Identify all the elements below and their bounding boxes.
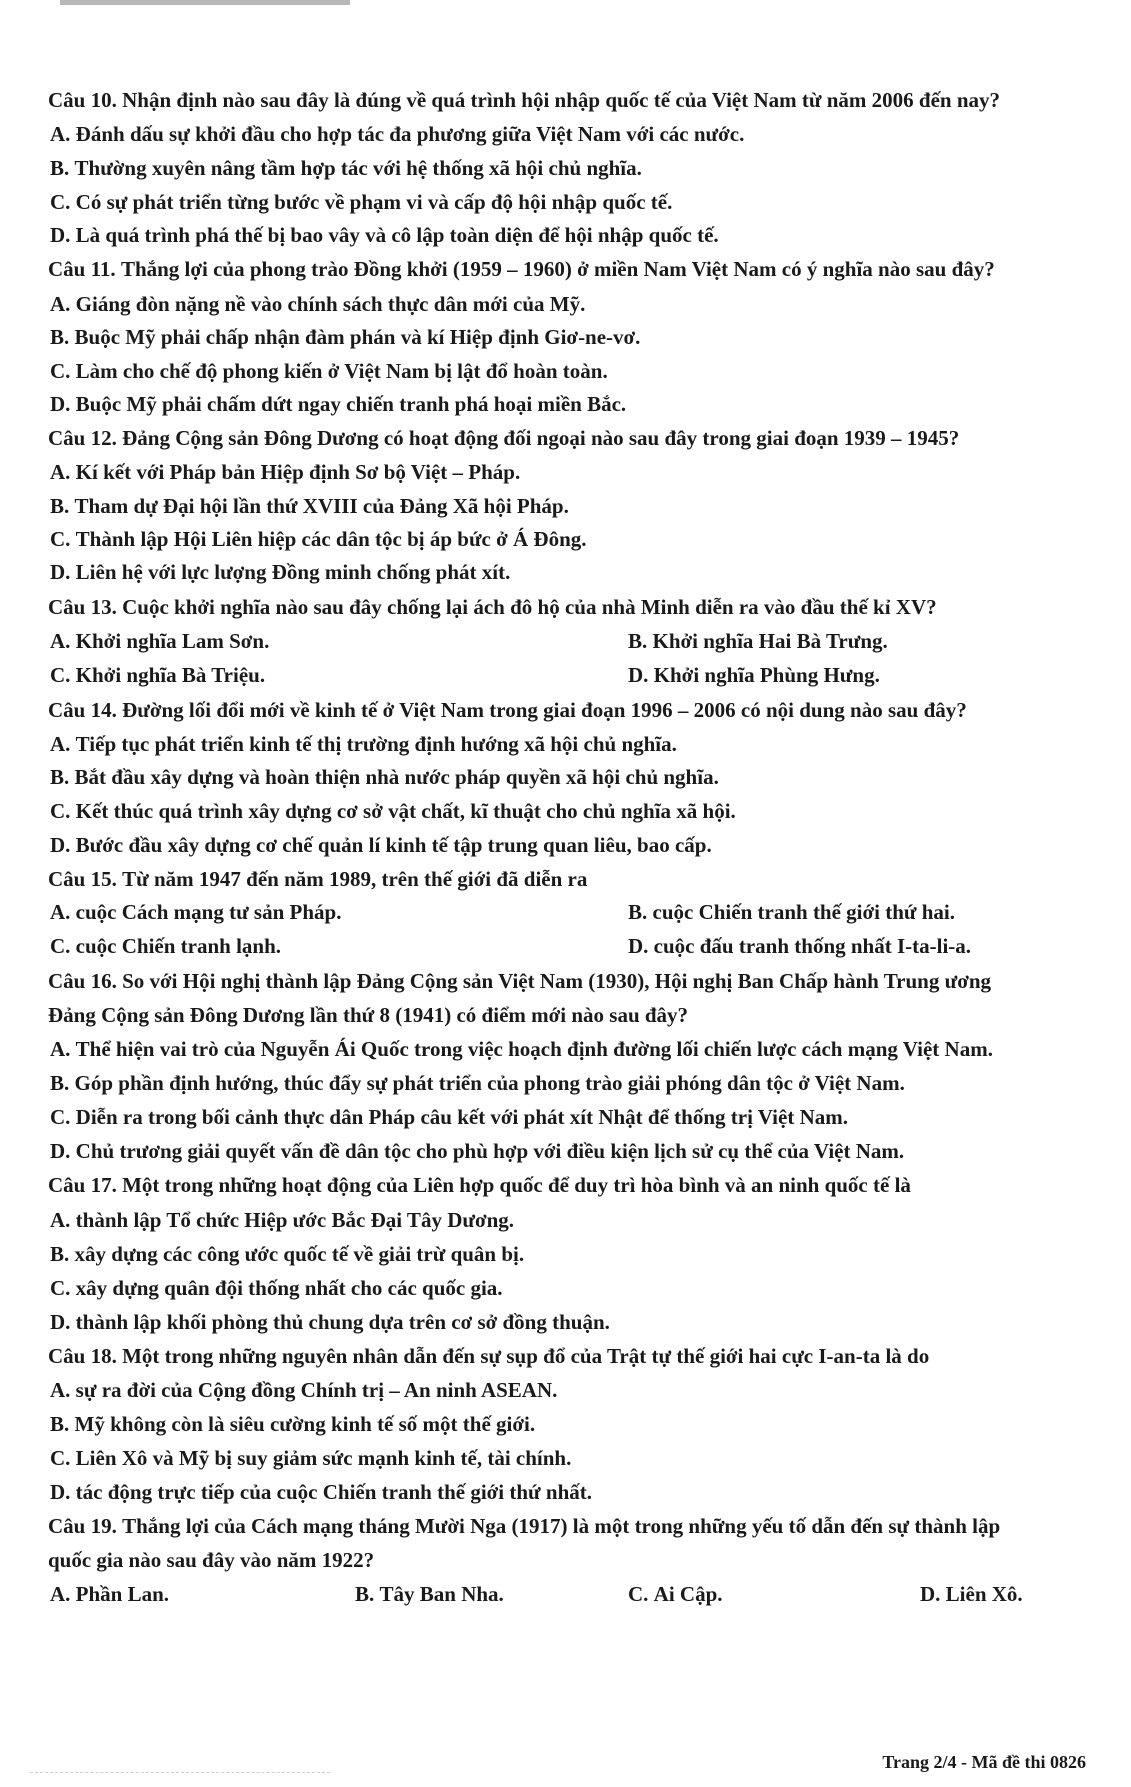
question-stem-line bbox=[48, 1547, 374, 1573]
answer-option-letter: A. bbox=[50, 900, 71, 924]
answer-option-letter: A. bbox=[50, 1037, 71, 1061]
answer-option-letter: C. bbox=[50, 1446, 71, 1470]
answer-option-letter: C. bbox=[628, 1582, 649, 1606]
answer-option-letter: D. bbox=[920, 1582, 941, 1606]
answer-option[interactable] bbox=[50, 121, 744, 147]
question-stem-text: So với Hội nghị thành lập Đảng Cộng sản Việt Nam (1930), Hội nghị Ban Chấp hành Trung ương bbox=[122, 969, 992, 993]
answer-option-letter: D. bbox=[50, 1480, 71, 1504]
answer-option[interactable] bbox=[50, 1411, 535, 1437]
answer-option-text: Đánh dấu sự khởi đầu cho hợp tác đa phương giữa Việt Nam với các nước. bbox=[75, 122, 745, 146]
question-stem-line bbox=[48, 425, 959, 451]
answer-option-letter: D. bbox=[50, 392, 71, 416]
question-stem-line bbox=[48, 1172, 911, 1198]
answer-option-letter: D. bbox=[50, 1310, 71, 1334]
answer-option-letter: A. bbox=[50, 732, 71, 756]
answer-option-letter: B. bbox=[628, 900, 648, 924]
answer-option-text: Tiếp tục phát triển kinh tế thị trường định hướng xã hội chủ nghĩa. bbox=[75, 732, 677, 756]
answer-option-text: thành lập khối phòng thủ chung dựa trên cơ sở đồng thuận. bbox=[75, 1310, 610, 1334]
answer-option[interactable] bbox=[50, 559, 510, 585]
answer-option-letter: B. bbox=[50, 1242, 70, 1266]
answer-option[interactable] bbox=[628, 899, 955, 925]
answer-option[interactable] bbox=[50, 291, 585, 317]
answer-option[interactable] bbox=[920, 1581, 1023, 1607]
question-stem-text: Thắng lợi của phong trào Đồng khởi (1959 – 1960) ở miền Nam Việt Nam có ý nghĩa nào sau đây? bbox=[120, 257, 995, 281]
answer-option-letter: D. bbox=[50, 1139, 71, 1163]
answer-option[interactable] bbox=[50, 1207, 514, 1233]
question-stem-line bbox=[48, 968, 991, 994]
answer-option-text: Diễn ra trong bối cảnh thực dân Pháp câu kết với phát xít Nhật để thống trị Việt Nam. bbox=[75, 1105, 848, 1129]
question-stem-text: Cuộc khởi nghĩa nào sau đây chống lại ách đô hộ của nhà Minh diễn ra vào đầu thế kỉ XV? bbox=[122, 595, 937, 619]
answer-option-text: Giáng đòn nặng nề vào chính sách thực dân mới của Mỹ. bbox=[75, 292, 586, 316]
question-number: Câu 11. bbox=[48, 257, 116, 281]
answer-option-letter: D. bbox=[628, 663, 649, 687]
question-number: Câu 18. bbox=[48, 1344, 117, 1368]
answer-option-letter: A. bbox=[50, 1582, 71, 1606]
answer-option[interactable] bbox=[50, 764, 719, 790]
answer-option-text: Thường xuyên nâng tầm hợp tác với hệ thống xã hội chủ nghĩa. bbox=[74, 156, 642, 180]
answer-option-letter: B. bbox=[50, 325, 70, 349]
answer-option-letter: C. bbox=[50, 527, 71, 551]
page-footer: Trang 2/4 - Mã đề thi 0826 bbox=[882, 1752, 1086, 1772]
answer-option[interactable] bbox=[50, 1581, 169, 1607]
answer-option-letter: B. bbox=[50, 1412, 70, 1436]
answer-option[interactable] bbox=[50, 662, 265, 688]
question-number: Câu 13. bbox=[48, 595, 117, 619]
answer-option-text: tác động trực tiếp của cuộc Chiến tranh thế giới thứ nhất. bbox=[75, 1480, 592, 1504]
answer-option-text: Buộc Mỹ phải chấm dứt ngay chiến tranh phá hoại miền Bắc. bbox=[75, 392, 627, 416]
answer-option-letter: C. bbox=[50, 359, 71, 383]
question-stem-text: Đảng Cộng sản Đông Dương lần thứ 8 (1941) có điểm mới nào sau đây? bbox=[48, 1003, 689, 1027]
question-stem-line bbox=[48, 1513, 1000, 1539]
question-number: Câu 12. bbox=[48, 426, 117, 450]
answer-option-letter: C. bbox=[50, 799, 71, 823]
answer-option-letter: C. bbox=[50, 1276, 71, 1300]
answer-option[interactable] bbox=[50, 1138, 904, 1164]
answer-option-text: Khởi nghĩa Hai Bà Trưng. bbox=[652, 629, 888, 653]
answer-option-text: sự ra đời của Cộng đồng Chính trị – An ninh ASEAN. bbox=[75, 1378, 558, 1402]
question-stem-line bbox=[48, 866, 587, 892]
answer-option-text: Là quá trình phá thế bị bao vây và cô lập toàn diện để hội nhập quốc tế. bbox=[75, 223, 719, 247]
answer-option-letter: C. bbox=[50, 1105, 71, 1129]
answer-option-letter: A. bbox=[50, 1208, 71, 1232]
answer-option-text: Chủ trương giải quyết vấn đề dân tộc cho phù hợp với điều kiện lịch sử cụ thể của Việt Nam. bbox=[75, 1139, 905, 1163]
answer-option[interactable] bbox=[628, 628, 888, 654]
question-number: Câu 16. bbox=[48, 969, 117, 993]
answer-option[interactable] bbox=[50, 1275, 503, 1301]
answer-option[interactable] bbox=[50, 526, 587, 552]
answer-option-text: Tây Ban Nha. bbox=[379, 1582, 504, 1606]
answer-option-text: Khởi nghĩa Lam Sơn. bbox=[75, 629, 270, 653]
answer-option-letter: D. bbox=[628, 934, 649, 958]
answer-option[interactable] bbox=[50, 933, 281, 959]
answer-option-letter: A. bbox=[50, 1378, 71, 1402]
answer-option[interactable] bbox=[50, 493, 569, 519]
answer-option-text: thành lập Tổ chức Hiệp ước Bắc Đại Tây Dương. bbox=[75, 1208, 515, 1232]
question-stem-line bbox=[48, 594, 937, 620]
question-stem-line bbox=[48, 1343, 929, 1369]
answer-option[interactable] bbox=[50, 324, 640, 350]
answer-option[interactable] bbox=[628, 1581, 723, 1607]
answer-option-letter: B. bbox=[50, 765, 70, 789]
answer-option-text: Liên Xô và Mỹ bị suy giảm sức mạnh kinh tế, tài chính. bbox=[75, 1446, 572, 1470]
answer-option-text: cuộc Chiến tranh thế giới thứ hai. bbox=[652, 900, 956, 924]
question-number: Câu 15. bbox=[48, 867, 117, 891]
answer-option-letter: B. bbox=[50, 1071, 70, 1095]
answer-option-text: cuộc Cách mạng tư sản Pháp. bbox=[75, 900, 342, 924]
answer-option[interactable] bbox=[50, 798, 736, 824]
answer-option[interactable] bbox=[50, 1241, 524, 1267]
answer-option-text: Khởi nghĩa Phùng Hưng. bbox=[653, 663, 880, 687]
answer-option[interactable] bbox=[50, 459, 520, 485]
answer-option-text: Khởi nghĩa Bà Triệu. bbox=[75, 663, 266, 687]
answer-option[interactable] bbox=[50, 1377, 557, 1403]
answer-option[interactable] bbox=[50, 1104, 848, 1130]
answer-option[interactable] bbox=[50, 155, 642, 181]
answer-option[interactable] bbox=[628, 933, 971, 959]
answer-option-text: Có sự phát triển từng bước về phạm vi và cấp độ hội nhập quốc tế. bbox=[75, 190, 673, 214]
answer-option-text: Tham dự Đại hội lần thứ XVIII của Đảng Xã hội Pháp. bbox=[74, 494, 569, 518]
answer-option-text: Bước đầu xây dựng cơ chế quản lí kinh tế tập trung quan liêu, bao cấp. bbox=[75, 833, 712, 857]
answer-option-text: Thể hiện vai trò của Nguyễn Ái Quốc trong việc hoạch định đường lối chiến lược cách mạng Việt Nam. bbox=[75, 1037, 993, 1061]
answer-option[interactable] bbox=[50, 391, 626, 417]
answer-option-text: Thành lập Hội Liên hiệp các dân tộc bị áp bức ở Á Đông. bbox=[75, 527, 587, 551]
question-stem-text: Một trong những hoạt động của Liên hợp quốc để duy trì hòa bình và an ninh quốc tế là bbox=[122, 1173, 911, 1197]
answer-option-text: cuộc đấu tranh thống nhất I-ta-li-a. bbox=[653, 934, 972, 958]
answer-option-text: Liên hệ với lực lượng Đồng minh chống phát xít. bbox=[75, 560, 511, 584]
question-stem-text: Đường lối đổi mới về kinh tế ở Việt Nam trong giai đoạn 1996 – 2006 có nội dung nào sau đây? bbox=[122, 698, 967, 722]
answer-option[interactable] bbox=[628, 662, 880, 688]
question-stem-text: Đảng Cộng sản Đông Dương có hoạt động đối ngoại nào sau đây trong giai đoạn 1939 – 1945? bbox=[122, 426, 960, 450]
question-stem-line bbox=[48, 1002, 688, 1028]
answer-option[interactable] bbox=[50, 832, 712, 858]
question-stem-line bbox=[48, 697, 967, 723]
scan-artifact-line bbox=[30, 1772, 330, 1777]
answer-option-text: Buộc Mỹ phải chấp nhận đàm phán và kí Hiệp định Giơ-ne-vơ. bbox=[74, 325, 641, 349]
question-stem-text: Nhận định nào sau đây là đúng về quá trình hội nhập quốc tế của Việt Nam từ năm 2006 đến nay? bbox=[122, 88, 1001, 112]
answer-option[interactable] bbox=[50, 628, 269, 654]
answer-option-letter: B. bbox=[50, 156, 70, 180]
answer-option[interactable] bbox=[50, 189, 672, 215]
answer-option-text: Kết thúc quá trình xây dựng cơ sở vật chất, kĩ thuật cho chủ nghĩa xã hội. bbox=[75, 799, 736, 823]
question-stem-text: quốc gia nào sau đây vào năm 1922? bbox=[48, 1548, 375, 1572]
answer-option-text: Mỹ không còn là siêu cường kinh tế số một thế giới. bbox=[74, 1412, 536, 1436]
answer-option-text: Làm cho chế độ phong kiến ở Việt Nam bị lật đổ hoàn toàn. bbox=[75, 359, 608, 383]
answer-option-letter: A. bbox=[50, 460, 71, 484]
answer-option-letter: D. bbox=[50, 833, 71, 857]
answer-option[interactable] bbox=[50, 358, 608, 384]
question-stem-text: Từ năm 1947 đến năm 1989, trên thế giới đã diễn ra bbox=[122, 867, 588, 891]
answer-option-letter: B. bbox=[50, 494, 70, 518]
answer-option-text: Kí kết với Pháp bản Hiệp định Sơ bộ Việt – Pháp. bbox=[75, 460, 521, 484]
answer-option-text: Phần Lan. bbox=[75, 1582, 170, 1606]
question-number: Câu 19. bbox=[48, 1514, 117, 1538]
answer-option-letter: A. bbox=[50, 629, 71, 653]
answer-option-text: Góp phần định hướng, thúc đẩy sự phát triển của phong trào giải phóng dân tộc ở Việt Nam. bbox=[74, 1071, 905, 1095]
answer-option-letter: D. bbox=[50, 223, 71, 247]
question-number: Câu 10. bbox=[48, 88, 117, 112]
answer-option[interactable] bbox=[50, 1070, 905, 1096]
answer-option-text: cuộc Chiến tranh lạnh. bbox=[75, 934, 282, 958]
question-stem-text: Một trong những nguyên nhân dẫn đến sự sụp đổ của Trật tự thế giới hai cực I-an-ta là do bbox=[122, 1344, 930, 1368]
answer-option[interactable] bbox=[50, 731, 677, 757]
answer-option[interactable] bbox=[50, 899, 341, 925]
answer-option-text: Bắt đầu xây dựng và hoàn thiện nhà nước pháp quyền xã hội chủ nghĩa. bbox=[74, 765, 719, 789]
question-stem-text: Thắng lợi của Cách mạng tháng Mười Nga (1917) là một trong những yếu tố dẫn đến sự thành lập bbox=[122, 1514, 1001, 1538]
answer-option-letter: A. bbox=[50, 292, 71, 316]
answer-option[interactable] bbox=[50, 222, 719, 248]
answer-option-letter: B. bbox=[355, 1582, 375, 1606]
answer-option[interactable] bbox=[50, 1479, 592, 1505]
answer-option-letter: A. bbox=[50, 122, 71, 146]
question-stem-line bbox=[48, 256, 995, 282]
answer-option-letter: C. bbox=[50, 190, 71, 214]
answer-option-text: Liên Xô. bbox=[945, 1582, 1023, 1606]
question-number: Câu 17. bbox=[48, 1173, 117, 1197]
answer-option-letter: C. bbox=[50, 663, 71, 687]
answer-option-letter: D. bbox=[50, 560, 71, 584]
answer-option-text: xây dựng quân đội thống nhất cho các quốc gia. bbox=[75, 1276, 503, 1300]
question-stem-line bbox=[48, 87, 1000, 113]
question-number: Câu 14. bbox=[48, 698, 117, 722]
answer-option[interactable] bbox=[50, 1445, 571, 1471]
answer-option-text: xây dựng các công ước quốc tế về giải trừ quân bị. bbox=[74, 1242, 525, 1266]
answer-option[interactable] bbox=[50, 1309, 610, 1335]
answer-option-text: Ai Cập. bbox=[653, 1582, 723, 1606]
answer-option[interactable] bbox=[355, 1581, 504, 1607]
answer-option[interactable] bbox=[50, 1036, 993, 1062]
answer-option-letter: B. bbox=[628, 629, 648, 653]
answer-option-letter: C. bbox=[50, 934, 71, 958]
